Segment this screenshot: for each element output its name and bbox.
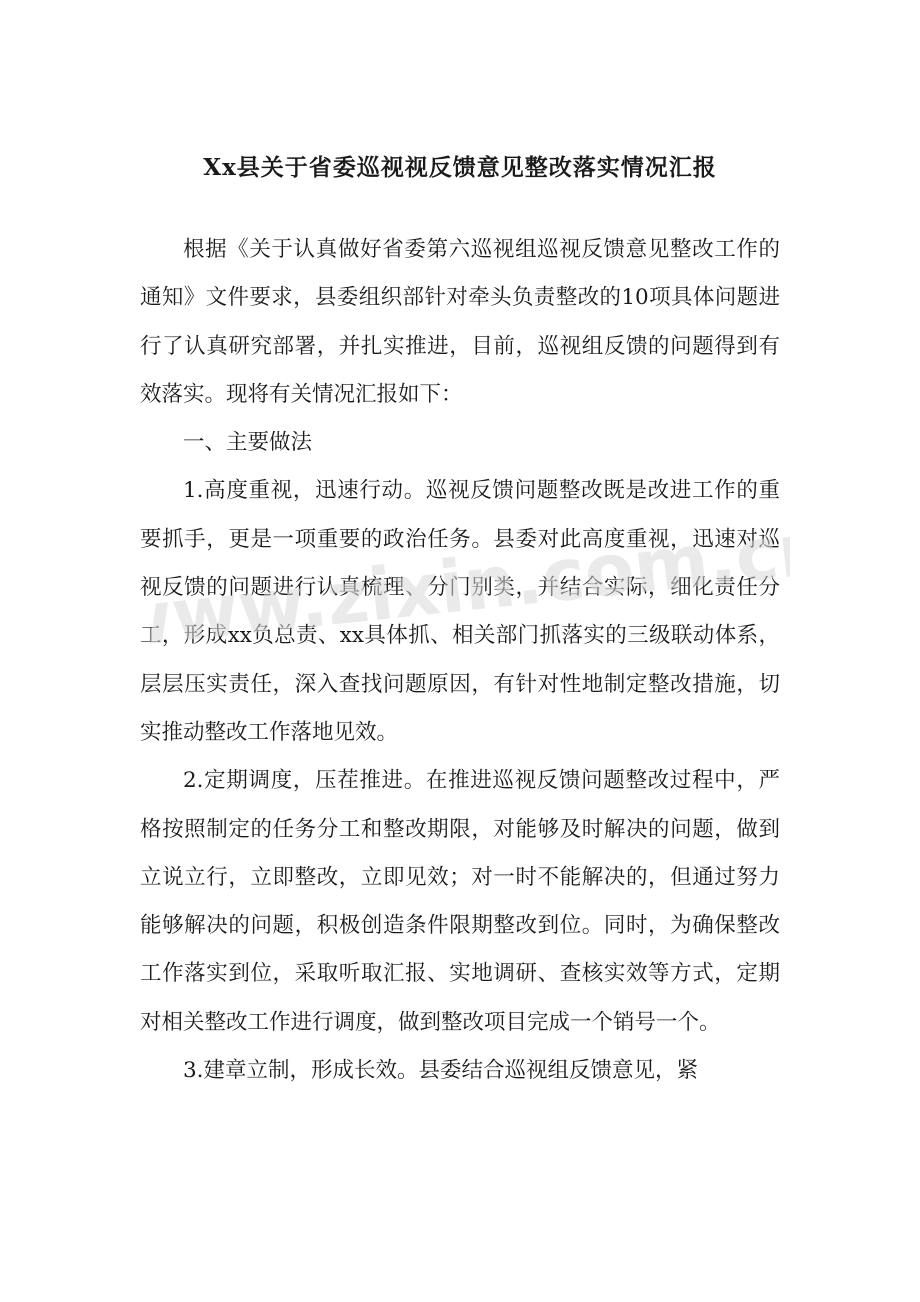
watermark-text: www.zixin.com.cn xyxy=(150,505,790,665)
item-paragraph-1: 1.高度重视，迅速行动。巡视反馈问题整改既是改进工作的重要抓手，更是一项重要的政治任务。县委对此高度重视，迅速对巡视反馈的问题进行认真梳理、分门别类，并结合实际，细化责任分工，形成xx负总责、xx具体抓、相关部门抓落实的三级联动体系，层层压实责任，深入查找问题原因，有针对性地制定整改措施，切实推动整改工作落地见效。 xyxy=(140,478,780,745)
document-title: Xx县关于省委巡视视反馈意见整改落实情况汇报 xyxy=(203,154,717,181)
item-paragraph-3: 3.建章立制，形成长效。县委结合巡视组反馈意见，紧 xyxy=(183,1058,699,1084)
document-body xyxy=(140,226,780,1095)
item-paragraph-2: 2.定期调度，压茬推进。在推进巡视反馈问题整改过程中，严格按照制定的任务分工和整改期限，对能够及时解决的问题，做到立说立行，立即整改，立即见效；对一时不能解决的，但通过努力能够解决的问题，积极创造条件限期整改到位。同时，为确保整改工作落实到位，采取听取汇报、实地调研、查核实效等方式，定期对相关整改工作进行调度，做到整改项目完成一个销号一个。 xyxy=(140,768,780,1035)
intro-paragraph: 根据《关于认真做好省委第六巡视组巡视反馈意见整改工作的通知》文件要求，县委组织部针对牵头负责整改的10项具体问题进行了认真研究部署，并扎实推进，目前，巡视组反馈的问题得到有效落实。现将有关情况汇报如下： xyxy=(140,237,780,407)
section-heading: 一、主要做法 xyxy=(183,430,313,456)
